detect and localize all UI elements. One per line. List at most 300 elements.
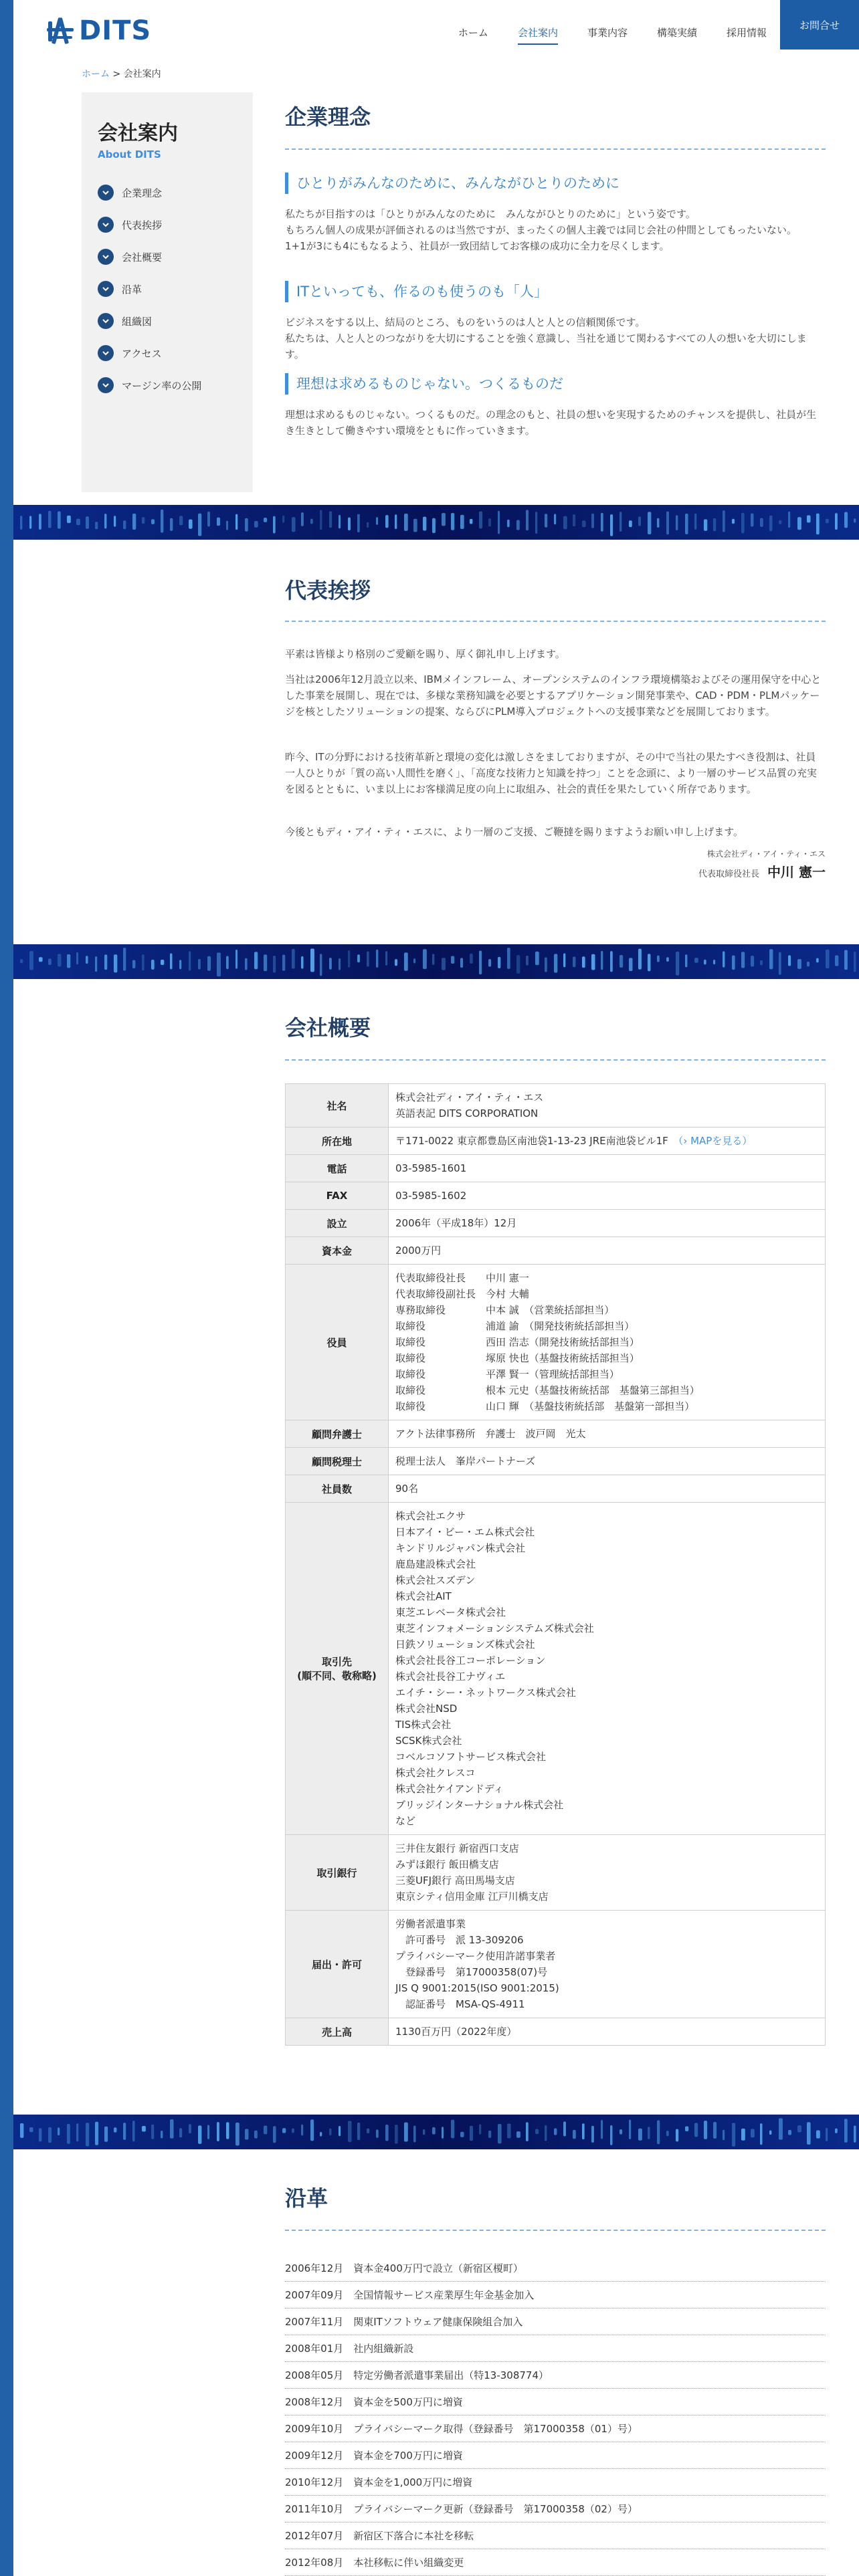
banner-light xyxy=(591,954,595,970)
banner-light xyxy=(273,2126,276,2143)
banner-light xyxy=(376,517,378,525)
banner-light xyxy=(573,957,575,968)
banner-light xyxy=(123,520,126,529)
banner-light xyxy=(207,2125,209,2139)
banner-light xyxy=(563,954,565,968)
row-value-text: 03-5985-1601 xyxy=(395,1162,467,1174)
row-value xyxy=(389,1128,826,1155)
banner-light xyxy=(545,2125,547,2141)
row-value xyxy=(389,1475,826,1503)
banner-light xyxy=(685,514,688,534)
banner-light xyxy=(348,518,351,531)
banner-light xyxy=(404,2123,408,2142)
table-row xyxy=(286,1420,826,1448)
map-link-icon: › xyxy=(683,1135,688,1147)
banner-light xyxy=(826,519,829,524)
banner-light xyxy=(844,512,848,528)
company-overview-table xyxy=(285,1083,826,2046)
banner-light xyxy=(807,516,811,523)
row-label: 設立 xyxy=(286,1210,389,1237)
banner-light xyxy=(254,2131,258,2139)
table-row xyxy=(286,1084,826,1128)
row-value-text: 株式会社エクサ 日本アイ・ビー・エム株式会社 キンドリルジャパン株式会社 鹿島建設株式会社 株式会社スズデン 株式会社AIT 東芝エレベータ株式会社 東芝インフォメーションシステムズ株式会社 日鉄ソリューションズ株式会社 株式会社長谷工コーポレーション 株式会社長谷工ナヴィエ エイチ・シー・ネットワークス株式会社 株式会社NSD TIS株式会社 SCSK株式会社 コベルコソフトサービス株式会社 株式会社クレスコ 株式会社ケイアンドディ ブリッジインターナショナル株式会社 など xyxy=(395,1510,594,1827)
banner-light xyxy=(638,949,642,970)
section-divider xyxy=(285,1059,826,1061)
row-label: 電話 xyxy=(286,1155,389,1182)
banner-light xyxy=(217,518,220,526)
banner-light xyxy=(339,958,341,970)
banner-light xyxy=(601,2120,603,2139)
banner-light xyxy=(601,951,603,970)
banner-light xyxy=(320,510,322,530)
banner-light xyxy=(413,958,415,963)
banner-light xyxy=(648,954,650,971)
banner-light xyxy=(835,955,838,966)
row-label: 役員 xyxy=(286,1265,389,1420)
banner-light xyxy=(423,949,427,969)
breadcrumb-home-link[interactable]: ホーム xyxy=(82,69,110,80)
table-row xyxy=(286,1475,826,1503)
banner-light xyxy=(245,958,248,970)
main-nav xyxy=(429,25,767,45)
banner-light xyxy=(301,956,304,969)
table-row xyxy=(286,1835,826,1911)
banner-light xyxy=(648,2127,650,2139)
banner-light xyxy=(301,512,304,526)
banner-light xyxy=(826,950,830,968)
banner-light xyxy=(245,2129,248,2140)
banner-light xyxy=(264,954,267,971)
chevron-down-icon xyxy=(98,313,114,329)
chevron-down-icon xyxy=(98,217,114,233)
banner-light xyxy=(657,518,659,528)
signature-role: 代表取締役社長 xyxy=(698,869,760,879)
history-item: 2011年10月 プライバシーマーク更新（登録番号 第17000358（02）号） xyxy=(285,2496,826,2523)
tech-banner xyxy=(13,505,859,540)
banner-light xyxy=(844,2119,848,2142)
row-value xyxy=(389,1210,826,1237)
banner-light xyxy=(619,512,622,532)
sidebar-item-label: 組織図 xyxy=(122,315,153,328)
banner-light xyxy=(348,2121,352,2142)
banner-light xyxy=(713,960,715,964)
banner-light xyxy=(207,956,211,971)
logo-text: DITS xyxy=(79,15,152,46)
banner-light xyxy=(788,512,790,528)
sidebar-subtitle: About DITS xyxy=(98,148,161,160)
banner-light xyxy=(245,518,248,532)
banner-light xyxy=(451,2120,454,2139)
banner-light xyxy=(676,952,679,976)
banner-light xyxy=(161,2131,163,2138)
philosophy-text-1: 私たちが目指すのは「ひとりがみんなのために みんながひとりのために」という姿です。 もちろん個人の成果が評価されるのは当然ですが、まったくの個人主義では同じ会社の仲間としてもったいない。 1+1が3にも4にもなるよう、社員が一致団結してお客様の成功に全力を尽くします。 xyxy=(285,208,797,252)
banner-light xyxy=(132,514,136,530)
banner-light xyxy=(591,2126,594,2143)
banner-light xyxy=(451,513,454,530)
greeting-text-4: 今後ともディ・アイ・ティ・エスに、より一層のご支援、ご鞭撻を賜りますようお願い申し上げます。 xyxy=(285,826,744,838)
philosophy-text-3: 理想は求めるものじゃない。つくるものだ。の理念のもと、社員の想いを実現するためのチャンスを提供し、社員が生き生きとして働きやすい環境をともに作っていきます。 xyxy=(285,409,817,437)
banner-light xyxy=(114,2127,116,2132)
sidebar-item-organization[interactable] xyxy=(98,305,237,337)
banner-light xyxy=(151,2125,154,2139)
banner-light xyxy=(254,521,258,528)
banner-light xyxy=(423,2129,425,2135)
banner-light xyxy=(39,957,43,962)
row-value-text: 〒171-0022 東京都豊島区南池袋1-13-23 JRE南池袋ビル1F xyxy=(395,1135,668,1147)
banner-light xyxy=(601,513,603,532)
banner-light xyxy=(179,2128,182,2137)
banner-light xyxy=(292,2129,294,2133)
banner-light xyxy=(367,522,369,528)
banner-light xyxy=(357,2123,360,2140)
banner-light xyxy=(816,514,820,534)
banner-light xyxy=(76,952,78,964)
chevron-down-icon xyxy=(98,249,114,265)
banner-light xyxy=(648,512,651,534)
banner-light xyxy=(413,2126,416,2143)
left-accent-stripe xyxy=(0,0,13,2576)
banner-light xyxy=(329,2129,332,2135)
row-label: FAX xyxy=(286,1182,389,1210)
nav-company[interactable]: 会社案内 xyxy=(518,25,558,45)
sidebar-item-label: 企業理念 xyxy=(122,187,163,199)
banner-light xyxy=(685,954,687,967)
banner-light xyxy=(807,962,809,966)
banner-light xyxy=(610,514,613,536)
banner-light xyxy=(189,2124,191,2133)
banner-light xyxy=(666,957,669,962)
banner-light xyxy=(67,2124,70,2144)
philosophy-text-2: ビジネスをする以上、結局のところ、ものをいうのは人と人との信頼関係です。 私たちは、人と人とのつながりを大切にすることを強く意識し、当社を通じて関わるすべての人の想いを大切にします。 xyxy=(285,316,807,360)
banner-light xyxy=(170,953,172,969)
banner-light xyxy=(320,2132,322,2137)
sidebar-item-greeting[interactable] xyxy=(98,209,237,241)
banner-light xyxy=(769,516,772,532)
banner-light xyxy=(488,2131,491,2138)
banner-light xyxy=(432,518,436,533)
banner-light xyxy=(207,512,210,527)
row-label: 取引銀行 xyxy=(286,1835,389,1911)
banner-light xyxy=(685,2126,688,2131)
sidebar-list xyxy=(98,177,237,401)
row-value-text: 2006年（平成18年）12月 xyxy=(395,1217,517,1229)
banner-light xyxy=(95,522,98,529)
banner-light xyxy=(58,512,61,529)
banner-light xyxy=(170,2119,174,2139)
banner-light xyxy=(301,2125,303,2136)
row-value xyxy=(389,1911,826,2018)
banner-light xyxy=(367,2129,369,2134)
banner-light xyxy=(741,513,745,533)
banner-light xyxy=(310,2119,314,2141)
table-row xyxy=(286,1448,826,1475)
banner-light xyxy=(320,954,322,976)
banner-light xyxy=(779,952,781,975)
banner-light xyxy=(58,954,61,966)
banner-light xyxy=(123,948,126,970)
nav-business[interactable]: 事業内容 xyxy=(587,27,628,39)
banner-light xyxy=(666,2131,669,2136)
sidebar-item-access[interactable] xyxy=(98,337,237,369)
banner-light xyxy=(385,515,389,528)
table-row xyxy=(286,1210,826,1237)
row-value-text: 三井住友銀行 新宿西口支店 みずほ銀行 飯田橋支店 三菱UFJ銀行 高田馬場支店 東京シティ信用金庫 江戸川橋支店 xyxy=(395,1842,549,1903)
row-label: 顧問税理士 xyxy=(286,1448,389,1475)
banner-light xyxy=(142,517,145,524)
row-value xyxy=(389,1420,826,1448)
banner-light xyxy=(732,956,735,970)
banner-light xyxy=(310,519,313,524)
banner-light xyxy=(432,2127,436,2135)
banner-light xyxy=(507,2123,511,2138)
banner-light xyxy=(48,2127,52,2143)
banner-light xyxy=(29,951,33,970)
nav-works[interactable]: 構築実績 xyxy=(656,27,697,39)
banner-light xyxy=(161,960,164,965)
banner-light xyxy=(554,514,556,524)
philosophy-title: 企業理念 xyxy=(285,104,371,130)
banner-light xyxy=(760,2123,762,2145)
banner-light xyxy=(545,514,547,528)
banner-light xyxy=(507,520,510,528)
banner-light xyxy=(629,2120,631,2139)
banner-light xyxy=(86,516,89,529)
philosophy-heading-2: ITといっても、作るのも使うのも「人」 xyxy=(285,281,826,302)
logo[interactable] xyxy=(45,15,151,47)
banner-light xyxy=(713,518,716,531)
history-item: 2009年10月 プライバシーマーク取得（登録番号 第17000358（01）号） xyxy=(285,2416,826,2442)
banner-light xyxy=(39,2128,41,2141)
banner-light xyxy=(151,960,155,970)
history-item: 2009年12月 資本金を700万円に増資 xyxy=(285,2442,826,2469)
table-row xyxy=(286,1182,826,1210)
section-divider xyxy=(285,2230,826,2231)
signature xyxy=(698,861,826,881)
banner-light xyxy=(694,958,698,963)
banner-light xyxy=(282,2128,286,2133)
banner-light xyxy=(451,956,454,964)
nav-home[interactable]: ホーム xyxy=(458,27,488,39)
banner-light xyxy=(479,951,482,975)
banner-light xyxy=(638,2129,642,2141)
banner-light xyxy=(442,2127,444,2139)
banner-light xyxy=(629,520,632,527)
banner-light xyxy=(254,952,258,969)
row-value xyxy=(389,1503,826,1835)
banner-light xyxy=(404,514,408,531)
signature-company: 株式会社ディ・アイ・ティ・エス xyxy=(706,849,826,859)
row-value-text: 代表取締役社長 中川 憲一 代表取締役副社長 今村 大輔 専務取締役 中本 誠 （営業統括部担当） 取締役 浦道 諭 （開発技術統括部担当） 取締役 西田 浩志（開発技術統括部担当） 取締役 塚原 快也（基盤技術統括部担当） 取締役 平澤 賢一（管理統括部担当） 取締役 根本 元史（基盤技術統括部 基盤第三部担当） 取締役 山口 輝 （基盤技術統括部 基盤第一部担当） xyxy=(395,1272,700,1412)
philosophy-heading-3: 理想は求めるものじゃない。つくるものだ xyxy=(285,373,826,395)
banner-light xyxy=(573,2130,576,2139)
banner-light xyxy=(29,516,31,528)
banner-light xyxy=(854,2126,856,2143)
map-link[interactable]: （› MAPを見る） xyxy=(668,1135,753,1147)
banner-light xyxy=(563,2121,566,2136)
banner-light xyxy=(95,2122,98,2145)
banner-light xyxy=(741,952,745,968)
banner-light xyxy=(751,514,753,527)
banner-light xyxy=(385,951,387,966)
row-value-text: 2000万円 xyxy=(395,1245,442,1257)
row-value xyxy=(389,1448,826,1475)
banner-light xyxy=(704,960,706,964)
banner-light xyxy=(151,519,155,524)
banner-light xyxy=(676,2129,678,2142)
greeting-title: 代表挨拶 xyxy=(285,578,371,603)
row-value xyxy=(389,1182,826,1210)
banner-light xyxy=(498,511,500,534)
banner-light xyxy=(104,954,107,970)
banner-light xyxy=(498,2124,502,2143)
banner-light xyxy=(217,2122,219,2141)
row-label: 資本金 xyxy=(286,1237,389,1265)
banner-lights-graphic xyxy=(13,2115,859,2149)
banner-light xyxy=(423,517,426,531)
banner-light xyxy=(189,951,191,970)
banner-light xyxy=(732,519,735,524)
banner-light xyxy=(20,2123,23,2138)
row-label: 所在地 xyxy=(286,1128,389,1155)
banner-light xyxy=(582,520,586,527)
banner-light xyxy=(516,955,520,973)
banner-light xyxy=(769,2131,771,2135)
table-row xyxy=(286,1265,826,1420)
banner-light xyxy=(132,2121,134,2141)
breadcrumb-current: 会社案内 xyxy=(123,69,161,80)
banner-light xyxy=(788,2130,791,2135)
banner-light xyxy=(76,2123,78,2141)
banner-light xyxy=(179,960,181,969)
banner-light xyxy=(741,2129,745,2141)
banner-light xyxy=(807,2122,811,2145)
chevron-down-icon xyxy=(98,377,114,393)
history-item: 2008年05月 特定労働者派遣事業届出（特13-308774） xyxy=(285,2362,826,2389)
row-value-text: 労働者派遣事業 許可番号 派 13-309206 プライバシーマーク使用許諾事業者 登録番号 第17000358(07)号 JIS Q 9001:2015(ISO 9001:2015) 認証番号 MSA-QS-4911 xyxy=(395,1918,559,2010)
banner-light xyxy=(132,960,135,969)
banner-light xyxy=(273,956,276,973)
row-value-text: 90名 xyxy=(395,1483,419,1495)
banner-light xyxy=(179,516,183,525)
banner-light xyxy=(123,2123,126,2140)
sidebar-title: 会社案内 xyxy=(98,122,178,145)
row-label: 顧問弁護士 xyxy=(286,1420,389,1448)
banner-light xyxy=(554,2129,557,2135)
row-value xyxy=(389,1237,826,1265)
banner-light xyxy=(460,2132,464,2137)
banner-light xyxy=(39,514,41,530)
table-row xyxy=(286,1237,826,1265)
sidebar-item-philosophy[interactable] xyxy=(98,177,237,209)
row-label: 売上高 xyxy=(286,2018,389,2046)
row-label: 届出・許可 xyxy=(286,1911,389,2018)
banner-light xyxy=(264,518,267,522)
tech-banner xyxy=(13,944,859,979)
banner-lights-graphic xyxy=(13,944,859,979)
sidebar-item-margin[interactable] xyxy=(98,369,237,401)
banner-light xyxy=(573,514,575,526)
site-header xyxy=(13,0,859,74)
table-row xyxy=(286,2018,826,2046)
banner-light xyxy=(226,956,229,969)
logo-mark-icon xyxy=(45,15,75,47)
banner-light xyxy=(226,521,228,530)
banner-light xyxy=(638,516,641,526)
banner-light xyxy=(826,2128,828,2141)
banner-light xyxy=(769,949,773,969)
banner-light xyxy=(470,2126,473,2141)
banner-light xyxy=(788,955,791,966)
banner-light xyxy=(432,954,434,965)
banner-light xyxy=(723,2130,725,2141)
sidebar-item-history[interactable] xyxy=(98,273,237,305)
banner-light xyxy=(854,952,856,972)
sidebar-item-label: アクセス xyxy=(122,347,162,360)
banner-light xyxy=(751,956,754,966)
chevron-down-icon xyxy=(98,281,114,297)
banner-light xyxy=(395,514,397,529)
row-value xyxy=(389,1084,826,1128)
banner-light xyxy=(582,2123,585,2139)
banner-light xyxy=(835,513,838,530)
banner-light xyxy=(676,515,678,530)
banner-light xyxy=(479,512,482,529)
row-value xyxy=(389,1155,826,1182)
banner-light xyxy=(657,2121,660,2145)
banner-light xyxy=(844,950,848,970)
row-label: 社員数 xyxy=(286,1475,389,1503)
banner-light xyxy=(442,958,446,970)
banner-light xyxy=(198,514,201,536)
banner-light xyxy=(58,2127,60,2135)
banner-light xyxy=(29,2127,33,2132)
banner-light xyxy=(348,950,350,968)
chevron-down-icon xyxy=(98,185,114,201)
row-value xyxy=(389,1835,826,1911)
banner-light xyxy=(507,948,510,969)
history-item: 2006年12月 資本金400万円で設立（新宿区榎町） xyxy=(285,2255,826,2282)
banner-light xyxy=(395,959,397,966)
sidebar-item-overview[interactable] xyxy=(98,241,237,273)
banner-light xyxy=(310,948,314,972)
banner-light xyxy=(760,960,763,966)
banner-light xyxy=(48,511,51,528)
banner-light xyxy=(282,955,285,971)
banner-light xyxy=(619,2129,622,2135)
banner-light xyxy=(751,2129,755,2138)
banner-light xyxy=(273,516,276,534)
banner-light xyxy=(104,2127,108,2142)
nav-recruit[interactable]: 採用情報 xyxy=(726,27,767,39)
row-label: 社名 xyxy=(286,1084,389,1128)
banner-light xyxy=(779,2118,783,2139)
signature-name: 中川 憲一 xyxy=(767,864,826,880)
banner-light xyxy=(357,954,360,962)
banner-light xyxy=(217,952,221,976)
banner-light xyxy=(854,518,856,522)
banner-light xyxy=(339,2126,341,2136)
sidebar-item-label: マージン率の公開 xyxy=(122,379,202,392)
row-value-text: 株式会社ディ・アイ・ティ・エス 英語表記 DITS CORPORATION xyxy=(395,1091,544,1119)
contact-button[interactable]: お問合せ xyxy=(780,0,859,49)
banner-light xyxy=(235,514,237,530)
banner-light xyxy=(67,516,71,523)
banner-light xyxy=(563,516,567,530)
banner-light xyxy=(704,520,707,531)
table-row xyxy=(286,1128,826,1155)
banner-light xyxy=(339,515,341,528)
banner-light xyxy=(86,2123,89,2146)
